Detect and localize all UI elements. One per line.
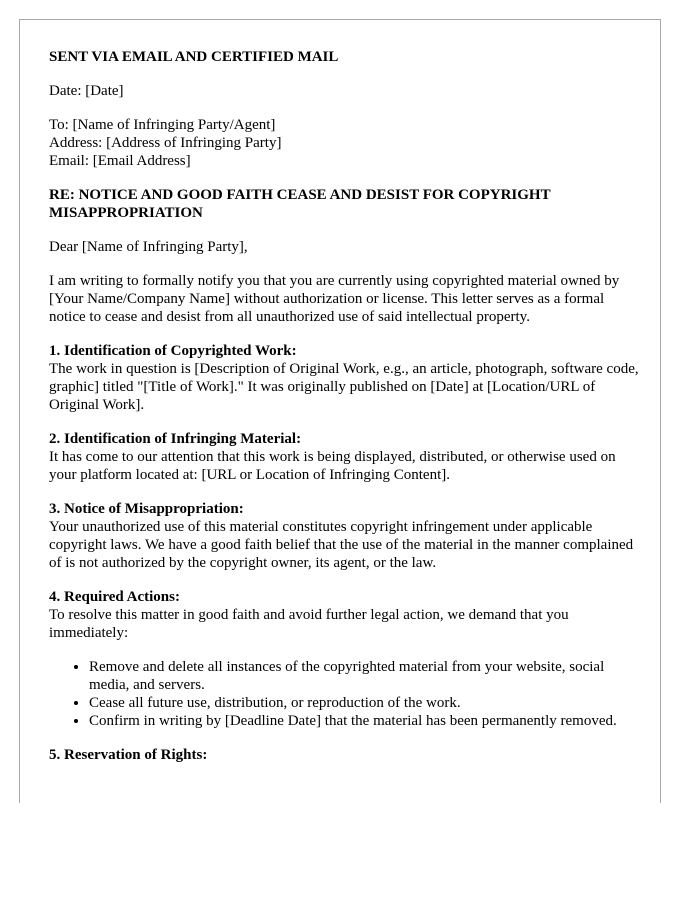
required-actions-list <box>49 658 639 730</box>
list-item: • Cease all future use, distribution, or reproduction of the work. <box>89 694 639 712</box>
section-title: 3. Notice of Misappropriation: <box>49 501 244 517</box>
section-identification-infringing <box>49 430 639 484</box>
recipient-name: To: [Name of Infringing Party/Agent] <box>49 117 276 133</box>
section-body: Your unauthorized use of this material constitutes copyright infringement under applicable copyright laws. We have a good faith belief that the use of the material in the manner complained of is not authorized by the copyright owner, its agent, or the law. <box>49 519 634 571</box>
letter-page <box>19 19 661 803</box>
section-required-actions <box>49 588 639 642</box>
section-body: To resolve this matter in good faith and avoid further legal action, we demand that you immediately: <box>49 607 569 641</box>
recipient-block <box>49 116 639 170</box>
section-title: 4. Required Actions: <box>49 589 180 605</box>
section-notice-misappropriation <box>49 500 639 572</box>
letter-content <box>49 48 639 764</box>
section-title: 2. Identification of Infringing Material: <box>49 431 302 447</box>
section-body: The work in question is [Description of Original Work, e.g., an article, photograph, software code, graphic] titled "[Title of Work]." It was originally published on [Date] at [Location/URL of Original Work]. <box>49 361 639 413</box>
section-reservation-rights <box>49 746 639 764</box>
salutation: Dear [Name of Infringing Party], <box>49 239 248 255</box>
section-title: 1. Identification of Copyrighted Work: <box>49 343 297 359</box>
list-item: • Confirm in writing by [Deadline Date] that the material has been permanently removed. <box>89 712 639 730</box>
sent-via-line: SENT VIA EMAIL AND CERTIFIED MAIL <box>49 49 339 65</box>
intro-paragraph: I am writing to formally notify you that you are currently using copyrighted material owned by [Your Name/Company Name] without authorization or license. This letter serves as a formal notice to cease and desist from all unauthorized use of said intellectual property. <box>49 273 620 325</box>
date-line: Date: [Date] <box>49 83 124 99</box>
list-item: • Remove and delete all instances of the copyrighted material from your website, social media, and servers. <box>89 658 639 694</box>
section-identification-work <box>49 342 639 414</box>
recipient-address: Address: [Address of Infringing Party] <box>49 135 282 151</box>
re-line: RE: NOTICE AND GOOD FAITH CEASE AND DESIST FOR COPYRIGHT MISAPPROPRIATION <box>49 187 551 221</box>
recipient-email: Email: [Email Address] <box>49 153 191 169</box>
section-body: It has come to our attention that this work is being displayed, distributed, or otherwise used on your platform located at: [URL or Location of Infringing Content]. <box>49 449 616 483</box>
section-title: 5. Reservation of Rights: <box>49 747 208 763</box>
